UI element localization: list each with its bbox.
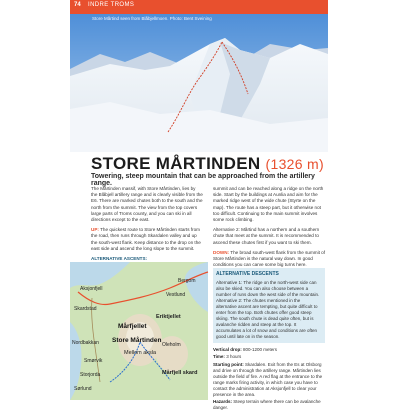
map-label-marfjellet: Mårfjellet xyxy=(118,323,147,330)
down-label: DOWN: xyxy=(213,249,230,255)
alt-descents-heading: ALTERNATIVE DESCENTS xyxy=(216,271,279,277)
mountain-name: STORE MÅRTINDEN xyxy=(91,154,261,173)
section-title: INDRE TROMS xyxy=(88,2,135,8)
map-label-skardstad: Skardstad xyxy=(74,306,97,312)
mountain-photo xyxy=(70,14,328,152)
subtitle: Towering, steep mountain that can be approached from the artillery range. xyxy=(91,173,315,187)
alternative-descents xyxy=(213,268,325,412)
fact-starting-point xyxy=(213,362,325,398)
fact-starting-label: Starting point: xyxy=(213,361,244,367)
route-map-image xyxy=(70,262,208,400)
page-number: 74 xyxy=(74,2,81,8)
alt-ascents-heading: ALTERNATIVE ASCENTS: xyxy=(91,255,148,261)
fact-time-label: Time: xyxy=(213,354,225,360)
down-paragraph xyxy=(213,250,325,269)
map-label-storjorda: Storjorda xyxy=(80,372,101,378)
map-label-sorlund: Sørlund xyxy=(74,386,92,392)
map-label-store-martinden: Store Mårtinden xyxy=(112,337,162,344)
map-label-aksjonfjell: Aksjonfjell xyxy=(80,286,103,292)
left-column xyxy=(91,186,203,272)
mountain-photo-image xyxy=(70,14,328,152)
fact-hazards xyxy=(213,399,325,411)
ridge-paragraph: summit and can be reached along a ridge on the north side. Start by the buildings at Aunlia and aim for the marked ridge west of the wide chute (Styrte on the map). The route has a steep part, but it otherwise not too difficult. Continuing to the main summit involves some rock climbing. xyxy=(213,186,324,222)
page-title xyxy=(91,154,324,174)
fact-hazards-label: Hazards: xyxy=(213,398,233,404)
map-label-oleholm: Oleholm xyxy=(162,342,181,348)
fact-vertical-drop-label: Vertical drop: xyxy=(213,347,242,353)
intro-paragraph: The Mårtinden massif, with Store Mårtinden, lies by the Blåbjell artillery range and is clearly visible from the E6. There are marked chutes both to the south and the north from the summit. The view from the top covers large parts of Troms county, and you can ski in all directions except to the east. xyxy=(91,186,203,222)
map-label-vestlund: Vestlund xyxy=(166,292,186,298)
right-column xyxy=(213,186,325,272)
route-facts xyxy=(213,347,325,411)
fact-time xyxy=(213,354,325,360)
photo-caption: Store Mårtind seen from Blåbjellmoen. Photo: Bent Sveining xyxy=(92,16,212,21)
alt-descents-box xyxy=(213,268,325,343)
route-map xyxy=(70,262,208,400)
map-label-bergorn: Bergom xyxy=(178,278,196,284)
map-label-smorvik: Smørvik xyxy=(84,358,103,364)
mountain-height: (1326 m) xyxy=(265,156,324,172)
fact-vertical-drop xyxy=(213,347,325,353)
map-label-eriktjellet: Eriktjellet xyxy=(156,314,181,320)
fact-starting-value: Skardalen. Exit from the Es at Olsborg and drive on through the artillery range. Mårtinden lies outside the field of fire. A red flag at the entrance to the range marks firing activity, in which case you have to contact the administration at Aksjonfjell to clear your presence in the area. xyxy=(213,361,323,397)
fact-time-value: 3 hours xyxy=(226,354,242,360)
map-label-nordbakkan: Nordbakkan xyxy=(72,340,99,346)
fact-vertical-drop-value: 800-1200 meters xyxy=(243,347,278,353)
map-label-mellom-aksla: Mellom aksla xyxy=(124,350,157,356)
page-header xyxy=(70,0,328,14)
up-label: UP: xyxy=(91,227,99,233)
up-text: The quickest route to Store Mårtinden starts from the road, then runs through Skardalen valley and up the south-west flank. Keep distance to the drop on the east side and ascend the long slope to the summit. xyxy=(91,227,201,251)
up-paragraph xyxy=(91,227,203,252)
fact-hazards-value: Steep terrain where there can be avalanche danger. xyxy=(213,398,321,410)
alt-descents-text: Alternative 1: The ridge on the north-west side can also be skied. You can also choose between a number of runs down the west side of the mountain. Alternative 2: The chutes mentioned in the alternative ascent are tempting, but quite difficult to enter from the top. Both chutes offer good steep skiing. The south chute is dead quite often, but is avalanche ridden and steep at the top. It accumulates a lot of snow and conditions are often good until late on in the season. xyxy=(216,279,320,340)
alt2-paragraph: Alternative 2: Mårtind has a northern and a southern chute that meet at the summit. It is recommended to ascend these chutes first if you want to ski them. xyxy=(213,227,320,245)
map-label-marfjellet-skard: Mårfjell skard xyxy=(162,370,198,376)
down-text: The broad south-west flank from the summit of Store Mårtinden is the natural way down. In good conditions you can carve some big turns here. xyxy=(213,249,326,268)
